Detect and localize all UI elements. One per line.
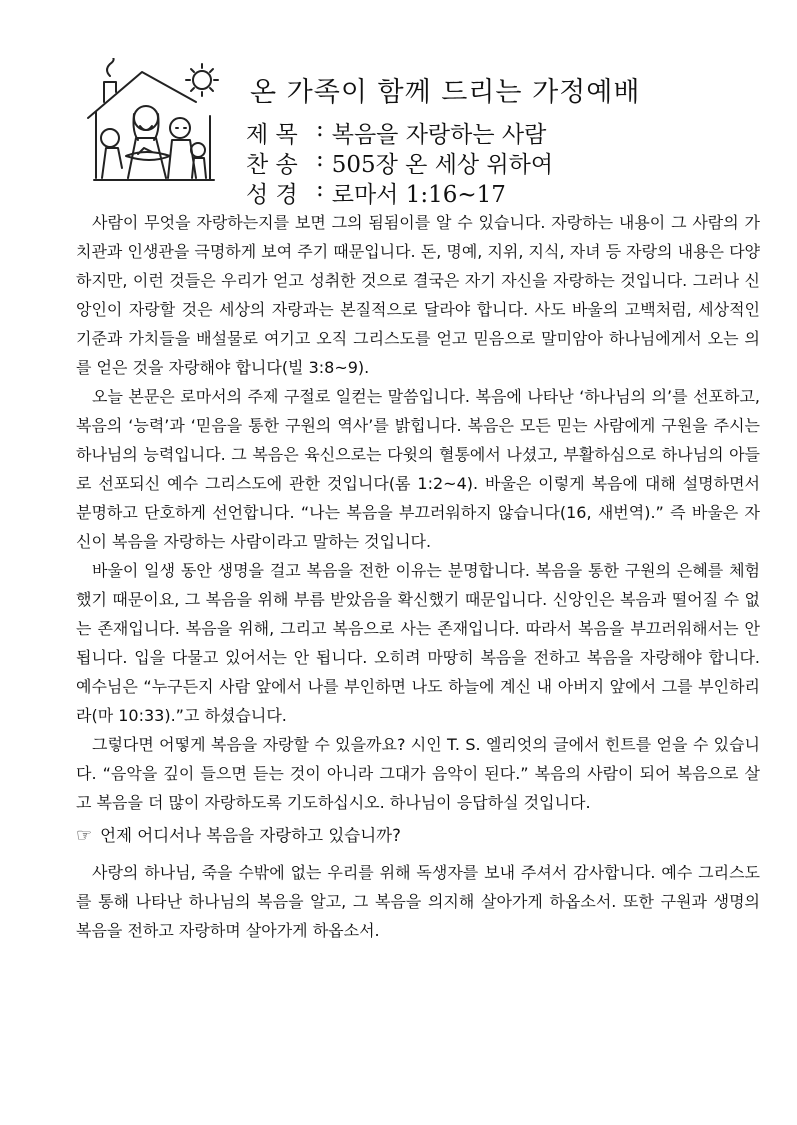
closing-prayer: 사랑의 하나님, 죽을 수밖에 없는 우리를 위해 독생자를 보내 주셔서 감사합니다. 예수 그리스도를 통해 나타난 하나님의 복음을 알고, 그 복음을 의지해 살아가게 하옵소서. 또한 구원과 생명의 복음을 전하고 자랑하며 살아가게 하옵소서. <box>76 863 760 940</box>
sermon-body <box>76 208 760 945</box>
hymn-value: 505장 온 세상 위하여 <box>331 152 554 178</box>
sermon-paragraph-4: 그렇다면 어떻게 복음을 자랑할 수 있을까요? 시인 T. S. 엘리엇의 글에서 힌트를 얻을 수 있습니다. “음악을 깊이 들으면 듣는 것이 아니라 그대가 음악이 된다.” 복음의 사람이 되어 복음으로 살고 복음을 더 많이 자랑하도록 기도하십시오. 하나님이 응답하실 것입니다. <box>76 735 760 812</box>
hymn-separator: : <box>316 146 324 172</box>
theme-value: 복음을 자랑하는 사람 <box>331 122 547 148</box>
reflection-question <box>76 821 760 850</box>
sermon-paragraph-1: 사람이 무엇을 자랑하는지를 보면 그의 됨됨이를 알 수 있습니다. 자랑하는 내용이 그 사람의 가치관과 인생관을 극명하게 보여 주기 때문입니다. 돈, 명예, 지위, 지식, 자녀 등 자랑의 내용은 다양하지만, 이런 것들은 우리가 얻고 성취한 것으로 결국은 자기 자신을 자랑하는 것입니다. 그러나 신앙인이 자랑할 것은 세상의 자랑과는 본질적으로 달라야 합니다. 사도 바울의 고백처럼, 세상적인 기준과 가치들을 배설물로 여기고 오직 그리스도를 얻고 믿음으로 말미암아 하나님에게서 오는 의를 얻은 것을 자랑해야 합니다(빌 3:8~9). <box>76 213 760 377</box>
scripture-value: 로마서 1:16~17 <box>331 182 506 208</box>
hymn-row <box>246 146 553 179</box>
house-family-drawing-icon <box>80 58 230 198</box>
reflection-question-text: 언제 어디서나 복음을 자랑하고 있습니까? <box>100 826 401 845</box>
pointing-hand-icon: ☞ <box>76 825 93 846</box>
scripture-row <box>246 176 506 209</box>
scripture-label: 성 경 <box>246 182 298 208</box>
sermon-paragraph-2: 오늘 본문은 로마서의 주제 구절로 일컫는 말씀입니다. 복음에 나타난 ‘하나님의 의’를 선포하고, 복음의 ‘능력’과 ‘믿음을 통한 구원의 역사’를 밝힙니다. 복음은 모든 믿는 사람에게 구원을 주시는 하나님의 능력입니다. 그 복음은 육신으로는 다윗의 혈통에서 나셨고, 부활하심으로 하나님의 아들로 선포되신 예수 그리스도에 관한 것입니다(롬 1:2~4). 바울은 이렇게 복음에 대해 설명하면서 분명하고 단호하게 선언합니다. “나는 복음을 부끄러워하지 않습니다(16, 새번역).” 즉 바울은 자신이 복음을 자랑하는 사람이라고 말하는 것입니다. <box>76 387 760 551</box>
theme-separator: : <box>316 116 324 142</box>
page-title: 온 가족이 함께 드리는 가정예배 <box>250 77 641 108</box>
theme-label: 제 목 <box>246 122 298 148</box>
hymn-label: 찬 송 <box>246 152 298 178</box>
theme-row <box>246 116 546 149</box>
sermon-paragraph-3: 바울이 일생 동안 생명을 걸고 복음을 전한 이유는 분명합니다. 복음을 통한 구원의 은혜를 체험했기 때문이요, 그 복음을 위해 부름 받았음을 확신했기 때문입니다. 신앙인은 복음과 떨어질 수 없는 존재입니다. 복음을 위해, 그리고 복음으로 사는 존재입니다. 따라서 복음을 부끄러워해서는 안 됩니다. 입을 다물고 있어서는 안 됩니다. 오히려 마땅히 복음을 전하고 복음을 자랑해야 합니다. 예수님은 “누구든지 사람 앞에서 나를 부인하면 나도 하늘에 계신 내 아버지 앞에서 그를 부인하리라(마 10:33).”고 하셨습니다. <box>76 561 760 725</box>
scripture-separator: : <box>316 176 324 202</box>
family-worship-illustration <box>80 58 230 198</box>
